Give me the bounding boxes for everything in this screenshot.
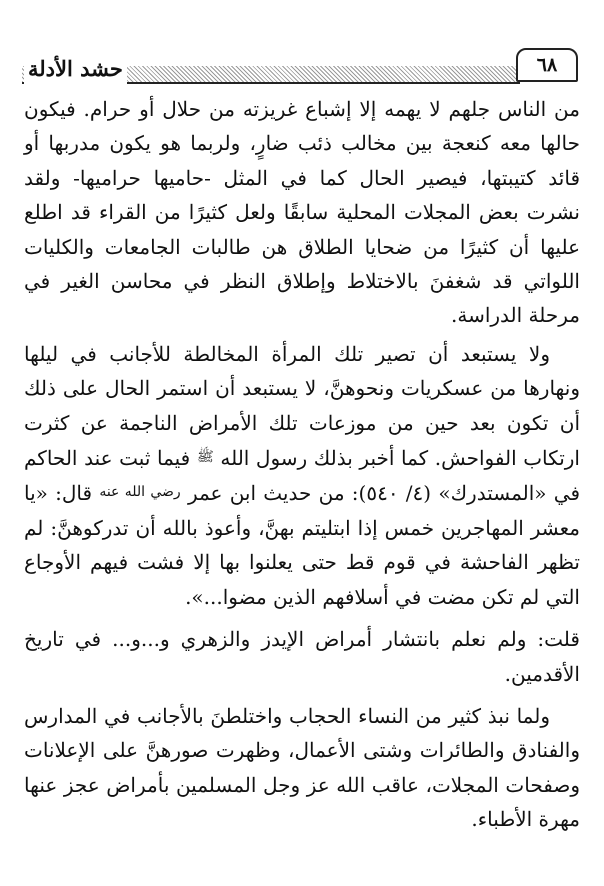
page-header [22, 40, 580, 90]
paragraph-4: ولما نبذ كثير من النساء الحجاب واختلطنَ بالأجانب في المدارس والفنادق والطائرات وشتى الأعمال، وظهرت صورهنَّ على الإعلانات وصفحات المجلات، عاقب الله عز وجل المسلمين بأمراض عجز عنها مهرة الأطباء. [24, 703, 580, 832]
paragraph-2-part-2: فيما ثبت عند الحاكم في «المستدرك» (٤/ ٥٤٠): من حديث ابن عمر [24, 446, 581, 506]
paragraph-3: قلت: ولم نعلم بانتشار أمراض الإيدز والزهري و...و... في تاريخ الأقدمين. [24, 627, 580, 686]
body-text [24, 92, 580, 841]
paragraph-2-part-3: قال: «يا معشر المهاجرين خمس إذا ابتليتم بهنَّ، وأعوذ بالله أن تدركوهنَّ: لم تظهر الفاحشة في قوم قط حتى يعلنوا بها إلا فشت فيهم الأوجاع التي لم تكن مضت في أسلافهم الذين مضوا...». [24, 481, 580, 609]
honorific-salutation: ﷺ [196, 449, 214, 466]
running-title: حشد الأدلة [24, 54, 127, 84]
page-number: ٦٨ [516, 48, 578, 82]
paragraph-1: من الناس جلهم لا يهمه إلا إشباع غريزته من حلال أو حرام. فيكون حالها معه كنعجة بين مخالب ذئب ضارٍ، ولربما هو يكون مدربها أو قائد كتيبتها، فيصير الحال كما في المثل -حاميها حراميها- ولقد نشرت بعض المجلات المحلية سابقًا ولعل كثيرًا من القراء قد اطلع عليها أن كثيرًا من ضحايا الطلاق هن طالبات الجامعات والكليات اللواتي قد شغفنَ بالاختلاط وإطلاق النظر في محاسن الغير في مرحلة الدراسة. [24, 97, 580, 328]
paragraph-2-part-1: ولا يستبعد أن تصير تلك المرأة المخالطة للأجانب في ليلها ونهارها من عسكريات ونحوهنَّ، لا يستبعد أن استمر الحال على ذلك أن تكون بعد حين من موزعات تلك الأمراض الناجمة عن كثرت ارتكاب الفواحش. كما أخبر بذلك رسول الله [24, 341, 580, 471]
margin-mark [0, 60, 3, 63]
honorific-companion: رضي الله عنه [99, 484, 181, 501]
paragraph-2 [24, 337, 580, 614]
